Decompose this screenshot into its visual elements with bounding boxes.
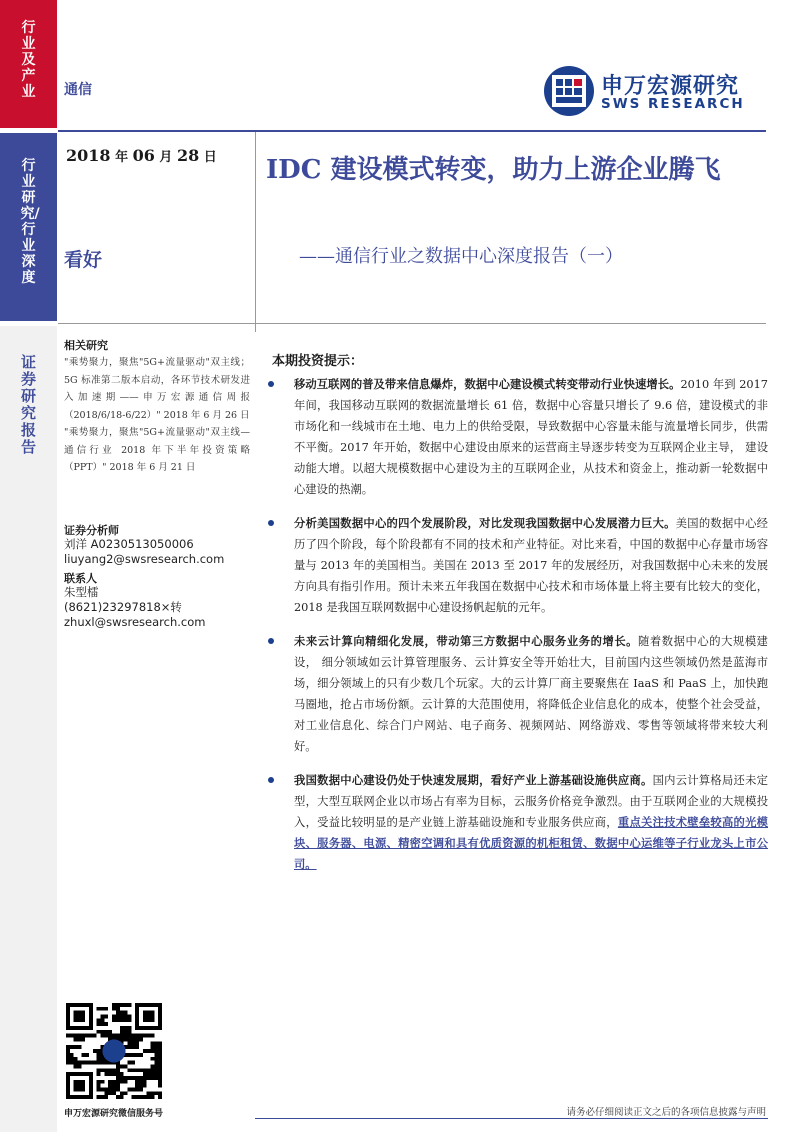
- report-title: IDC 建设模式转变，助力上游企业腾飞: [266, 155, 721, 185]
- contact-name: 朱型檑: [64, 585, 99, 599]
- hint-bullet: [266, 374, 768, 500]
- related-research-list: [64, 354, 250, 477]
- contact-email[interactable]: zhuxl@swsresearch.com: [64, 615, 206, 629]
- report-date: 2018 年 06 月 28 日: [66, 146, 217, 165]
- contact-phone: (8621)23297818×转: [64, 600, 182, 614]
- section-divider: [58, 323, 766, 324]
- qr-caption: 申万宏源研究微信服务号: [64, 1109, 164, 1119]
- investment-hints-list: [266, 374, 768, 888]
- analyst-name-id: 刘洋 A0230513050006: [64, 537, 194, 551]
- hint-body: 美国的数据中心经历了四个阶段，每个阶段都有不同的技术和产业特征。对比来看，中国的数据中心存量市场容量与 2013 年的美国相当。美国在 2013 至 2017 年的发展经历，对我国数据中心未来的发展方向具有指引作用。预计未来五年我国在数据中心技术和市场体量上将主要有比较大的变化，2018 是我国互联网数据中心建设扬帆起航的元年。: [294, 517, 768, 614]
- sws-logo-icon: [543, 65, 595, 117]
- analyst-heading: 证券分析师: [64, 524, 119, 537]
- investment-hints-heading: 本期投资提示：: [272, 354, 364, 369]
- sidebar-label-securities: 证券研究报告: [20, 353, 36, 456]
- wechat-qr-code-icon[interactable]: [66, 1003, 162, 1099]
- hint-lead: 分析美国数据中心的四个发展阶段，对比发现我国数据中心发展潜力巨大。: [294, 516, 676, 530]
- contact-heading: 联系人: [64, 572, 97, 585]
- sidebar-label-report-type: 行业研究/行业深度: [20, 158, 40, 286]
- hint-bullet: [266, 770, 768, 875]
- hint-bullet: [266, 631, 768, 757]
- industry-label: 通信: [64, 82, 92, 98]
- column-divider: [255, 132, 256, 332]
- report-subtitle: ——通信行业之数据中心深度报告（一）: [299, 246, 623, 267]
- sws-logo: [543, 65, 768, 117]
- hint-lead: 我国数据中心建设仍处于快速发展期，看好产业上游基础设施供应商。: [294, 773, 653, 787]
- hint-lead: 移动互联网的普及带来信息爆炸，数据中心建设模式转变带动行业快速增长。: [294, 377, 681, 391]
- hint-bullet: [266, 513, 768, 618]
- related-research-heading: 相关研究: [64, 339, 108, 352]
- footer-divider: [255, 1118, 768, 1119]
- hint-body: 随着数据中心的大规模建设， 细分领域如云计算管理服务、云计算安全等开始壮大，目前国内这些领域仍然是蓝海市场，细分领域上的只有少数几个玩家。大的云计算厂商主要聚焦在 IaaS 和 PaaS 上，加快跑马圈地，抢占市场份额。云计算的大范围使用，将降低企业信息化的成本，使整个社会受益，对工业信息化、综合门户网站、电子商务、视频网站、网络游戏、零售等领域将带来较大利好。: [294, 635, 768, 753]
- logo-english-name: SWS RESEARCH: [601, 96, 745, 112]
- hint-body: 国内云计算格局还未定型，大型互联网企业以市场占有率为目标，云服务价格竞争激烈。由于互联网企业的大规模投入，受益比较明显的是产业链上游基础设施和专业服务供应商，: [294, 774, 768, 829]
- logo-chinese-name: 申万宏源研究: [601, 74, 740, 99]
- header-divider: [58, 130, 766, 132]
- disclosure-note[interactable]: 请务必仔细阅读正文之后的各项信息披露与声明: [566, 1107, 766, 1118]
- related-research-item[interactable]: "乘势聚力，聚焦"5G+流量驱动"双主线—通信行业 2018 年下半年投资策略（PPT）" 2018 年 6 月 21 日: [64, 427, 250, 473]
- analyst-email[interactable]: liuyang2@swsresearch.com: [64, 552, 225, 566]
- hint-emphasis: 重点关注技术壁垒较高的光模块、服务器、电源、精密空调和具有优质资源的机柜租赁、数据中心运维等子行业龙头上市公司。: [294, 815, 768, 871]
- contact-info: [64, 585, 264, 630]
- rating-label: 看好: [64, 249, 103, 271]
- hint-lead: 未来云计算向精细化发展，带动第三方数据中心服务业务的增长。: [294, 634, 639, 648]
- hint-body: 2010 年到 2017 年间，我国移动互联网的数据流量增长 61 倍，数据中心容量只增长了 9.6 倍，建设模式的非市场化和一线城市在土地、电力上的供给受限，导致数据中心容量未能与流量增长同步，供需不平衡。2017 年开始，数据中心建设由原来的运营商主导逐步转变为互联网企业主导， 建设动能大增。以超大规模数据中心建设为主的互联网企业，从技术和资金上，推动新一轮数据中心建设的热潮。: [294, 378, 768, 496]
- sidebar-label-industry: 行业及产业: [21, 20, 36, 100]
- analyst-info: [64, 537, 264, 567]
- related-research-item[interactable]: "乘势聚力，聚焦"5G+流量驱动"双主线；5G 标准第二版本启动，各环节技术研发进入加速期——申万宏源通信周报（2018/6/18-6/22）" 2018 年 6 月 26 日: [64, 357, 250, 421]
